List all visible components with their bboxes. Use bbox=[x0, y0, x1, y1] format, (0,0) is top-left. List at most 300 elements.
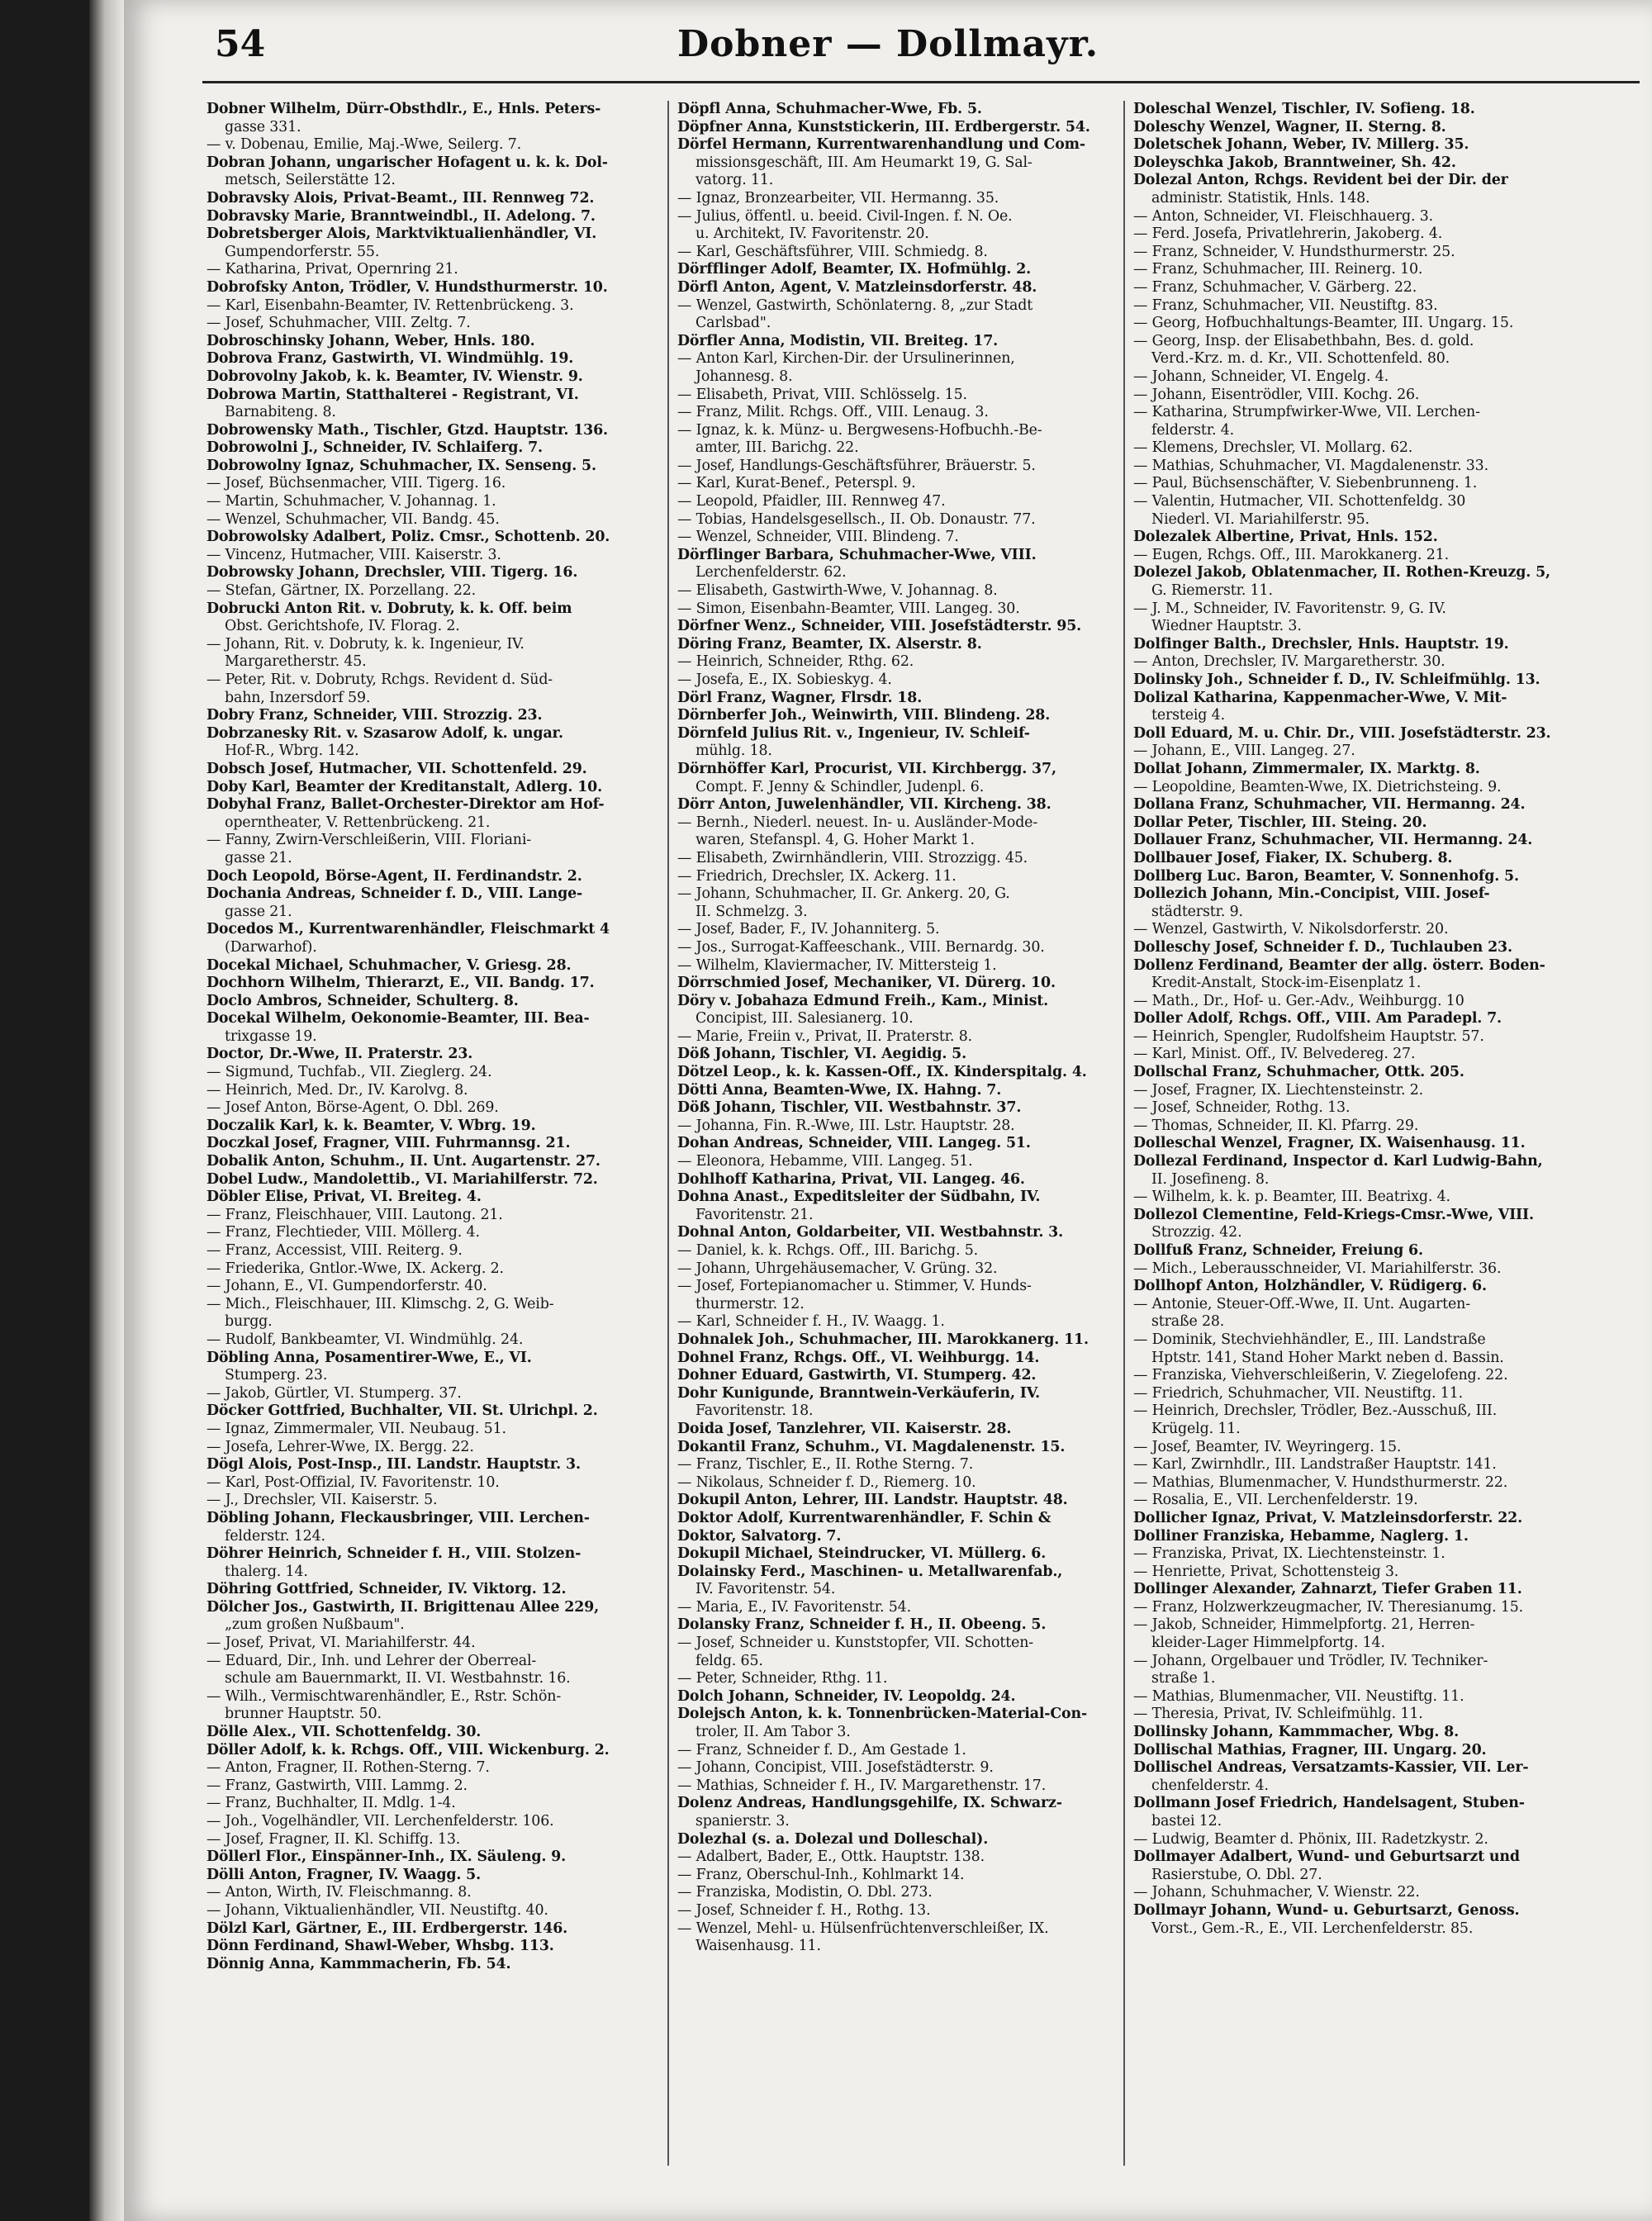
directory-entry-line: — Franz, Schneider f. D., Am Gestade 1. bbox=[677, 1741, 966, 1758]
directory-entry-line: Dohan Andreas, Schneider, VIII. Langeg. 51. bbox=[677, 1135, 1031, 1152]
directory-entry-line: — Elisabeth, Zwirnhändlerin, VIII. Strozzigg. 45. bbox=[677, 849, 1028, 866]
directory-entry-line: Hof-R., Wbrg. 142. bbox=[225, 743, 359, 760]
directory-entry-line: Doleschy Wenzel, Wagner, II. Sterng. 8. bbox=[1133, 118, 1446, 135]
directory-entry-line: Dörnhöffer Karl, Procurist, VII. Kirchbergg. 37, bbox=[677, 760, 1056, 777]
directory-entry-line: — Mathias, Blumenmacher, VII. Neustiftg. 11. bbox=[1133, 1687, 1464, 1705]
directory-entry-line: Doktor Adolf, Kurrentwarenhändler, F. Schin & bbox=[677, 1509, 1051, 1526]
directory-entry-line: Dohna Anast., Expeditsleiter der Südbahn, IV. bbox=[677, 1189, 1041, 1206]
directory-entry-line: — Anton, Drechsler, IV. Margaretherstr. 30. bbox=[1133, 653, 1446, 671]
directory-entry-line: Dobsch Josef, Hutmacher, VII. Schottenfeld. 29. bbox=[206, 760, 587, 777]
directory-entry-line: straße 1. bbox=[1151, 1670, 1216, 1687]
directory-entry-line: operntheater, V. Rettenbrückeng. 21. bbox=[225, 814, 491, 831]
directory-entry-line: Dobner Wilhelm, Dürr-Obsthdlr., E., Hnls. Peters- bbox=[206, 101, 601, 117]
directory-entry-line: Döring Franz, Beamter, IX. Alserstr. 8. bbox=[677, 635, 982, 653]
directory-column-2 bbox=[677, 101, 1123, 2199]
directory-entry-line: Döcker Gottfried, Buchhalter, VII. St. Ulrichpl. 2. bbox=[206, 1402, 598, 1420]
directory-entry-line: — Vincenz, Hutmacher, VIII. Kaiserstr. 3. bbox=[206, 546, 501, 563]
directory-entry-line: — Ludwig, Beamter d. Phönix, III. Radetzkystr. 2. bbox=[1133, 1830, 1488, 1848]
directory-entry-line: — Karl, Kurat-Benef., Peterspl. 9. bbox=[677, 475, 916, 492]
directory-entry-line: — Josef, Fortepianomacher u. Stimmer, V. Hunds- bbox=[677, 1278, 1032, 1295]
directory-entry-line: Dollmayr Johann, Wund- u. Geburtsarzt, Genoss. bbox=[1133, 1901, 1520, 1919]
directory-entry-line: — Peter, Schneider, Rthg. 11. bbox=[677, 1670, 888, 1687]
directory-entry-line: Döllerl Flor., Einspänner-Inh., IX. Säuleng. 9. bbox=[206, 1848, 567, 1866]
directory-entry-line: Dollar Peter, Tischler, III. Steing. 20. bbox=[1133, 814, 1427, 831]
directory-entry-line: Döller Adolf, k. k. Rchgs. Off., VIII. Wickenburg. 2. bbox=[206, 1741, 610, 1758]
directory-entry-line: Dolizal Katharina, Kappenmacher-Wwe, V. Mit- bbox=[1133, 689, 1507, 706]
directory-entry-line: Compt. F. Jenny & Schindler, Judenpl. 6. bbox=[695, 778, 985, 795]
directory-entry-line: Dörr Anton, Juwelenhändler, VII. Kircheng. 38. bbox=[677, 796, 1051, 814]
directory-entry-line: — Elisabeth, Gastwirth-Wwe, V. Johannag. 8. bbox=[677, 582, 998, 600]
directory-entry-line: Döhrer Heinrich, Schneider f. H., VIII. Stolzen- bbox=[206, 1545, 582, 1563]
directory-entry-line: Dobroschinsky Johann, Weber, Hnls. 180. bbox=[206, 332, 535, 349]
directory-entry-line: Dobrzanesky Rit. v. Szasarow Adolf, k. ungar. bbox=[206, 724, 563, 742]
directory-entry-line: Dobrovolny Jakob, k. k. Beamter, IV. Wienstr. 9. bbox=[206, 368, 583, 385]
directory-entry-line: — J. M., Schneider, IV. Favoritenstr. 9, G. IV. bbox=[1133, 600, 1446, 617]
directory-entry-line: — J., Drechsler, VII. Kaiserstr. 5. bbox=[206, 1492, 438, 1509]
directory-entry-line: — Heinrich, Schneider, Rthg. 62. bbox=[677, 653, 914, 671]
directory-entry-line: — Franz, Fleischhauer, VIII. Lautong. 21. bbox=[206, 1206, 503, 1223]
directory-entry-line: Doclo Ambros, Schneider, Schulterg. 8. bbox=[206, 992, 519, 1009]
directory-entry-line: Kredit-Anstalt, Stock-im-Eisenplatz 1. bbox=[1151, 975, 1422, 992]
directory-entry-line: Dörfl Anton, Agent, V. Matzleinsdorferstr. 48. bbox=[677, 278, 1037, 296]
directory-entry-line: Doleyschka Jakob, Branntweiner, Sh. 42. bbox=[1133, 154, 1456, 171]
directory-entry-line: — Theresia, Privat, IV. Schleifmühlg. 11. bbox=[1133, 1706, 1423, 1723]
column-divider bbox=[1123, 101, 1125, 2166]
directory-entry-line: — Julius, öffentl. u. beeid. Civil-Ingen. f. N. Oe. bbox=[677, 207, 1013, 225]
directory-entry-line: — Rudolf, Bankbeamter, VI. Windmühlg. 24. bbox=[206, 1331, 524, 1348]
directory-entry-line: Dobrowolny Ignaz, Schuhmacher, IX. Senseng. 5. bbox=[206, 457, 596, 474]
directory-entry-line: Dobrowensky Math., Tischler, Gtzd. Hauptstr. 136. bbox=[206, 421, 608, 439]
directory-entry-line: Döß Johann, Tischler, VI. Aegidig. 5. bbox=[677, 1046, 967, 1063]
book-spine-shadow bbox=[89, 0, 124, 2221]
directory-entry-line: — Adalbert, Bader, E., Ottk. Hauptstr. 138. bbox=[677, 1848, 985, 1866]
directory-entry-line: II. Schmelzg. 3. bbox=[695, 903, 808, 920]
directory-entry-line: II. Josefineng. 8. bbox=[1151, 1170, 1270, 1188]
directory-entry-line: Dolenz Andreas, Handlungsgehilfe, IX. Schwarz- bbox=[677, 1795, 1062, 1812]
directory-entry-line: — Johann, Viktualienhändler, VII. Neustiftg. 40. bbox=[206, 1901, 548, 1919]
directory-entry-line: Dobrowa Martin, Statthalterei - Registrant, VI. bbox=[206, 386, 579, 403]
directory-column-3 bbox=[1133, 101, 1579, 2199]
directory-entry-line: Dollat Johann, Zimmermaler, IX. Marktg. 8. bbox=[1133, 760, 1480, 777]
directory-entry-line: metsch, Seilerstätte 12. bbox=[225, 172, 396, 189]
directory-entry-line: thalerg. 14. bbox=[225, 1563, 308, 1580]
directory-entry-line: Dolezhal (s. a. Dolezal und Dolleschal). bbox=[677, 1830, 989, 1848]
directory-entry-line: — Heinrich, Spengler, Rudolfsheim Hauptstr. 57. bbox=[1133, 1027, 1484, 1045]
directory-entry-line: — Wenzel, Gastwirth, V. Nikolsdorferstr. 20. bbox=[1133, 921, 1449, 938]
directory-entry-line: Doll Eduard, M. u. Chir. Dr., VIII. Josefstädterstr. 23. bbox=[1133, 724, 1551, 742]
directory-entry-line: Dokupil Michael, Steindrucker, VI. Müllerg. 6. bbox=[677, 1545, 1047, 1563]
directory-entry-line: Dolejsch Anton, k. k. Tonnenbrücken-Material-Con- bbox=[677, 1706, 1088, 1723]
directory-entry-line: — Anton, Wirth, IV. Fleischmanng. 8. bbox=[206, 1884, 472, 1901]
directory-entry-line: vatorg. 11. bbox=[695, 172, 774, 189]
directory-entry-line: Dollfuß Franz, Schneider, Freiung 6. bbox=[1133, 1242, 1423, 1259]
directory-entry-line: Döry v. Jobahaza Edmund Freih., Kam., Minist. bbox=[677, 992, 1049, 1009]
directory-entry-line: — Anton Karl, Kirchen-Dir. der Ursulinerinnen, bbox=[677, 350, 1015, 368]
directory-entry-line: Concipist, III. Salesianerg. 10. bbox=[695, 1010, 914, 1027]
directory-entry-line: Dörflinger Barbara, Schuhmacher-Wwe, VIII. bbox=[677, 546, 1037, 563]
directory-entry-line: — Franz, Holzwerkzeugmacher, IV. Theresianumg. 15. bbox=[1133, 1598, 1524, 1616]
directory-entry-line: Obst. Gerichtshofe, IV. Florag. 2. bbox=[225, 618, 460, 635]
directory-entry-line: Favoritenstr. 21. bbox=[695, 1206, 814, 1223]
directory-entry-line: spanierstr. 3. bbox=[695, 1813, 790, 1829]
directory-entry-line: Dollmann Josef Friedrich, Handelsagent, Stuben- bbox=[1133, 1795, 1525, 1812]
directory-entry-line: — Karl, Zwirnhdlr., III. Landstraßer Hauptstr. 141. bbox=[1133, 1456, 1497, 1474]
directory-entry-line: Dörl Franz, Wagner, Flrsdr. 18. bbox=[677, 689, 923, 706]
directory-entry-line: Dörnberfer Joh., Weinwirth, VIII. Blindeng. 28. bbox=[677, 707, 1051, 724]
directory-entry-line: Dohlhoff Katharina, Privat, VII. Langeg. 46. bbox=[677, 1170, 1025, 1188]
directory-page bbox=[124, 0, 1652, 2221]
directory-entry-line: — Wilhelm, k. k. p. Beamter, III. Beatrixg. 4. bbox=[1133, 1189, 1450, 1206]
directory-entry-line: Dollschal Franz, Schuhmacher, Ottk. 205. bbox=[1133, 1064, 1464, 1081]
directory-entry-line: — Jakob, Schneider, Himmelpfortg. 21, Herren- bbox=[1133, 1616, 1475, 1634]
directory-entry-line: u. Architekt, IV. Favoritenstr. 20. bbox=[695, 225, 929, 243]
directory-entry-line: — Friederika, Gntlor.-Wwe, IX. Ackerg. 2. bbox=[206, 1260, 504, 1277]
directory-entry-line: — Franz, Buchhalter, II. Mdlg. 1-4. bbox=[206, 1795, 456, 1812]
directory-entry-line: Verd.-Krz. m. d. Kr., VII. Schottenfeld. 80. bbox=[1151, 350, 1450, 368]
directory-entry-line: — Franziska, Viehverschleißerin, V. Ziegelofeng. 22. bbox=[1133, 1367, 1508, 1384]
directory-entry-line: Vorst., Gem.-R., E., VII. Lerchenfelderstr. 85. bbox=[1151, 1920, 1474, 1937]
directory-entry-line: kleider-Lager Himmelpfortg. 14. bbox=[1151, 1635, 1385, 1652]
directory-entry-line: Dörnfeld Julius Rit. v., Ingenieur, IV. Schleif- bbox=[677, 724, 1030, 742]
directory-entry-line: — Wilh., Vermischtwarenhändler, E., Rstr. Schön- bbox=[206, 1687, 562, 1705]
column-divider bbox=[667, 101, 669, 2166]
directory-entry-line: chenfelderstr. 4. bbox=[1151, 1777, 1269, 1794]
directory-entry-line: Doctor, Dr.-Wwe, II. Praterstr. 23. bbox=[206, 1046, 473, 1063]
directory-entry-line: Dörfel Hermann, Kurrentwarenhandlung und Com- bbox=[677, 136, 1085, 154]
directory-entry-line: Niederl. VI. Mariahilferstr. 95. bbox=[1151, 510, 1370, 528]
directory-column-1 bbox=[206, 101, 653, 2199]
directory-entry-line: Döbler Elise, Privat, VI. Breiteg. 4. bbox=[206, 1189, 482, 1206]
directory-entry-line: Dobry Franz, Schneider, VIII. Strozzig. 23. bbox=[206, 707, 543, 724]
directory-entry-line: Lerchenfelderstr. 62. bbox=[695, 564, 847, 581]
directory-entry-line: — Antonie, Steuer-Off.-Wwe, II. Unt. Augarten- bbox=[1133, 1295, 1470, 1312]
directory-entry-line: — Johann, Orgelbauer und Trödler, IV. Techniker- bbox=[1133, 1652, 1488, 1669]
directory-entry-line: — Henriette, Privat, Schottensteig 3. bbox=[1133, 1563, 1399, 1580]
directory-entry-line: — Johann, Concipist, VIII. Josefstädterstr. 9. bbox=[677, 1759, 994, 1777]
directory-entry-line: — Josef, Privat, VI. Mariahilferstr. 44. bbox=[206, 1635, 476, 1652]
directory-entry-line: — Franz, Oberschul-Inh., Kohlmarkt 14. bbox=[677, 1866, 965, 1883]
directory-entry-line: — Bernh., Niederl. neuest. In- u. Ausländer-Mode- bbox=[677, 814, 1038, 831]
directory-entry-line: — Josefa, E., IX. Sobieskyg. 4. bbox=[677, 672, 892, 688]
directory-entry-line: Dörfler Anna, Modistin, VII. Breiteg. 17. bbox=[677, 332, 999, 349]
directory-entry-line: mühlg. 18. bbox=[695, 743, 772, 760]
directory-entry-line: gasse 21. bbox=[225, 849, 292, 866]
directory-entry-line: Doller Adolf, Rchgs. Off., VIII. Am Paradepl. 7. bbox=[1133, 1010, 1502, 1027]
directory-entry-line: — Daniel, k. k. Rchgs. Off., III. Barichg. 5. bbox=[677, 1242, 978, 1259]
header-rule bbox=[202, 81, 1640, 83]
page-number: 54 bbox=[215, 23, 266, 65]
directory-entry-line: Dolleschal Wenzel, Fragner, IX. Waisenhausg. 11. bbox=[1133, 1135, 1526, 1152]
directory-entry-line: Dobretsberger Alois, Marktviktualienhändler, VI. bbox=[206, 225, 597, 243]
directory-entry-line: G. Riemerstr. 11. bbox=[1151, 582, 1273, 600]
directory-entry-line: — Elisabeth, Privat, VIII. Schlösselg. 15. bbox=[677, 386, 967, 403]
directory-entry-line: bahn, Inzersdorf 59. bbox=[225, 689, 371, 706]
directory-entry-line: Döhring Gottfried, Schneider, IV. Viktorg. 12. bbox=[206, 1581, 567, 1598]
directory-entry-line: Dörrschmied Josef, Mechaniker, VI. Dürerg. 10. bbox=[677, 975, 1056, 992]
directory-entry-line: Dötti Anna, Beamten-Wwe, IX. Hahng. 7. bbox=[677, 1081, 1002, 1099]
directory-entry-line: — Johann, Rit. v. Dobruty, k. k. Ingenieur, IV. bbox=[206, 635, 525, 653]
directory-entry-line: Dobrowolsky Adalbert, Poliz. Cmsr., Schottenb. 20. bbox=[206, 529, 610, 546]
directory-entry-line: Dönnig Anna, Kammmacherin, Fb. 54. bbox=[206, 1955, 511, 1972]
directory-entry-line: — Katharina, Privat, Opernring 21. bbox=[206, 261, 458, 278]
directory-entry-line: — Friedrich, Schuhmacher, VII. Neustiftg. 11. bbox=[1133, 1384, 1464, 1402]
directory-entry-line: Dölcher Jos., Gastwirth, II. Brigittenau Allee 229, bbox=[206, 1598, 599, 1616]
directory-entry-line: Johannesg. 8. bbox=[695, 368, 793, 385]
directory-entry-line: — Mich., Leberausschneider, VI. Mariahilferstr. 36. bbox=[1133, 1260, 1502, 1277]
directory-entry-line: feldg. 65. bbox=[695, 1652, 763, 1669]
directory-entry-line: Rasierstube, O. Dbl. 27. bbox=[1151, 1866, 1322, 1883]
directory-entry-line: Dolansky Franz, Schneider f. H., II. Obeeng. 5. bbox=[677, 1616, 1047, 1634]
directory-entry-line: Dögl Alois, Post-Insp., III. Landstr. Hauptstr. 3. bbox=[206, 1456, 581, 1474]
directory-entry-line: Dochhorn Wilhelm, Thierarzt, E., VII. Bandg. 17. bbox=[206, 975, 595, 992]
directory-entry-line: — Karl, Minist. Off., IV. Belvedereg. 27. bbox=[1133, 1046, 1416, 1063]
directory-entry-line: Dolfinger Balth., Drechsler, Hnls. Hauptstr. 19. bbox=[1133, 635, 1509, 653]
directory-entry-line: — Ignaz, Bronzearbeiter, VII. Hermanng. 35. bbox=[677, 189, 999, 206]
directory-entry-line: Döß Johann, Tischler, VII. Westbahnstr. 37. bbox=[677, 1099, 1022, 1117]
directory-entry-line: Docekal Wilhelm, Oekonomie-Beamter, III. Bea- bbox=[206, 1010, 590, 1027]
directory-entry-line: waren, Stefanspl. 4, G. Hoher Markt 1. bbox=[695, 832, 975, 849]
directory-entry-line: — Karl, Eisenbahn-Beamter, IV. Rettenbrückeng. 3. bbox=[206, 297, 574, 314]
directory-entry-line: — Ignaz, Zimmermaler, VII. Neubaug. 51. bbox=[206, 1420, 506, 1437]
directory-entry-line: Dötzel Leop., k. k. Kassen-Off., IX. Kinderspitalg. 4. bbox=[677, 1064, 1087, 1081]
directory-entry-line: Dobravsky Marie, Branntweindbl., II. Adelong. 7. bbox=[206, 207, 596, 225]
directory-entry-line: administr. Statistik, Hnls. 148. bbox=[1151, 189, 1370, 206]
directory-entry-line: Dolleschy Josef, Schneider f. D., Tuchlauben 23. bbox=[1133, 938, 1512, 956]
directory-entry-line: — Jos., Surrogat-Kaffeeschank., VIII. Bernardg. 30. bbox=[677, 938, 1045, 956]
directory-entry-line: Doby Karl, Beamter der Kreditanstalt, Adlerg. 10. bbox=[206, 778, 603, 795]
directory-entry-line: — Heinrich, Drechsler, Trödler, Bez.-Ausschuß, III. bbox=[1133, 1402, 1498, 1420]
directory-entry-line: straße 28. bbox=[1151, 1313, 1225, 1331]
directory-entry-line: — Josef, Fragner, II. Kl. Schiffg. 13. bbox=[206, 1830, 461, 1848]
directory-entry-line: — Franz, Tischler, E., II. Rothe Sterng. 7. bbox=[677, 1456, 974, 1474]
directory-entry-line: Dohner Eduard, Gastwirth, VI. Stumperg. 42. bbox=[677, 1367, 1037, 1384]
directory-entry-line: Dollicher Ignaz, Privat, V. Matzleinsdorferstr. 22. bbox=[1133, 1509, 1522, 1526]
directory-entry-line: — Franz, Schuhmacher, III. Reinerg. 10. bbox=[1133, 261, 1423, 278]
directory-entry-line: Dollbauer Josef, Fiaker, IX. Schuberg. 8. bbox=[1133, 849, 1453, 866]
directory-entry-line: Docekal Michael, Schuhmacher, V. Griesg. 28. bbox=[206, 956, 572, 974]
directory-entry-line: Dölle Alex., VII. Schottenfeldg. 30. bbox=[206, 1724, 482, 1741]
directory-entry-line: Dohr Kunigunde, Branntwein-Verkäuferin, IV. bbox=[677, 1384, 1040, 1402]
directory-entry-line: — Ferd. Josefa, Privatlehrerin, Jakoberg. 4. bbox=[1133, 225, 1443, 243]
directory-entry-line: — Joh., Vogelhändler, VII. Lerchenfelderstr. 106. bbox=[206, 1813, 554, 1829]
directory-entry-line: — Stefan, Gärtner, IX. Porzellang. 22. bbox=[206, 582, 477, 600]
directory-entry-line: — Mathias, Schuhmacher, VI. Magdalenenstr. 33. bbox=[1133, 457, 1488, 474]
directory-entry-line: — Nikolaus, Schneider f. D., Riemerg. 10. bbox=[677, 1474, 976, 1491]
directory-entry-line: Hptstr. 141, Stand Hoher Markt neben d. Bassin. bbox=[1151, 1349, 1504, 1366]
directory-entry-line: Dochania Andreas, Schneider f. D., VIII. Lange- bbox=[206, 885, 583, 903]
directory-entry-line: — Mathias, Blumenmacher, V. Hundsthurmerstr. 22. bbox=[1133, 1474, 1508, 1491]
directory-entry-line: — Josef, Schneider u. Kunststopfer, VII. Schotten- bbox=[677, 1635, 1034, 1652]
directory-entry-line: Docedos M., Kurrentwarenhändler, Fleischmarkt 4 bbox=[206, 921, 610, 938]
directory-entry-line: schule am Bauernmarkt, II. VI. Westbahnstr. 16. bbox=[225, 1670, 571, 1687]
directory-entry-line: — Georg, Insp. der Elisabethbahn, Bes. d. gold. bbox=[1133, 332, 1474, 349]
directory-entry-line: — Anton, Schneider, VI. Fleischhauerg. 3. bbox=[1133, 207, 1434, 225]
directory-entry-line: — Josef, Beamter, IV. Weyringerg. 15. bbox=[1133, 1438, 1402, 1455]
directory-entry-line: Dobyhal Franz, Ballet-Orchester-Direktor am Hof- bbox=[206, 796, 605, 814]
directory-entry-line: Dölli Anton, Fragner, IV. Waagg. 5. bbox=[206, 1866, 482, 1883]
directory-entry-line: — Franziska, Privat, IX. Liechtensteinstr. 1. bbox=[1133, 1545, 1446, 1563]
directory-entry-line: Dokupil Anton, Lehrer, III. Landstr. Hauptstr. 48. bbox=[677, 1492, 1068, 1509]
directory-entry-line: Dölzl Karl, Gärtner, E., III. Erdbergerstr. 146. bbox=[206, 1920, 568, 1937]
directory-entry-line: Dörfner Wenz., Schneider, VIII. Josefstädterstr. 95. bbox=[677, 618, 1082, 635]
directory-entry-line: — Klemens, Drechsler, VI. Mollarg. 62. bbox=[1133, 439, 1413, 457]
directory-entry-line: — Maria, E., IV. Favoritenstr. 54. bbox=[677, 1598, 911, 1616]
directory-entry-line: Döbling Anna, Posamentirer-Wwe, E., VI. bbox=[206, 1349, 532, 1366]
directory-entry-line: Dollberg Luc. Baron, Beamter, V. Sonnenhofg. 5. bbox=[1133, 867, 1519, 885]
directory-entry-line: Dohnalek Joh., Schuhmacher, III. Marokkanerg. 11. bbox=[677, 1331, 1089, 1348]
directory-entry-line: — Johann, Uhrgehäusemacher, V. Grüng. 32. bbox=[677, 1260, 998, 1277]
directory-entry-line: — Josef, Büchsenmacher, VIII. Tigerg. 16. bbox=[206, 475, 506, 492]
directory-entry-line: Dobravsky Alois, Privat-Beamt., III. Rennweg 72. bbox=[206, 189, 595, 206]
directory-entry-line: — Ignaz, k. k. Münz- u. Bergwesens-Hofbuchh.-Be- bbox=[677, 421, 1042, 439]
directory-entry-line: Dobalik Anton, Schuhm., II. Unt. Augartenstr. 27. bbox=[206, 1153, 601, 1170]
directory-entry-line: felderstr. 124. bbox=[225, 1527, 325, 1545]
directory-entry-line: — Josef, Fragner, IX. Liechtensteinstr. 2. bbox=[1133, 1081, 1424, 1099]
directory-entry-line: — Johann, Schuhmacher, V. Wienstr. 22. bbox=[1133, 1884, 1420, 1901]
directory-entry-line: — Leopoldine, Beamten-Wwe, IX. Dietrichsteing. 9. bbox=[1133, 778, 1502, 795]
directory-entry-line: — Franz, Gastwirth, VIII. Lammg. 2. bbox=[206, 1777, 468, 1794]
directory-entry-line: — Franz, Schneider, V. Hundsthurmerstr. 25. bbox=[1133, 243, 1455, 260]
directory-entry-line: Doleschal Wenzel, Tischler, IV. Sofieng. 18. bbox=[1133, 101, 1475, 117]
directory-entry-line: Margaretherstr. 45. bbox=[225, 653, 367, 671]
directory-entry-line: — Mathias, Schneider f. H., IV. Margarethenstr. 17. bbox=[677, 1777, 1047, 1794]
directory-entry-line: (Darwarhof). bbox=[225, 938, 317, 956]
directory-entry-line: Dollezol Clementine, Feld-Kriegs-Cmsr.-Wwe, VIII. bbox=[1133, 1206, 1534, 1223]
directory-entry-line: — Franz, Flechtieder, VIII. Möllerg. 4. bbox=[206, 1224, 480, 1241]
directory-entry-line: — Josef, Schneider f. H., Rothg. 13. bbox=[677, 1901, 931, 1919]
directory-entry-line: — Eleonora, Hebamme, VIII. Langeg. 51. bbox=[677, 1153, 973, 1170]
directory-entry-line: — Karl, Geschäftsführer, VIII. Schmiedg. 8. bbox=[677, 243, 988, 260]
directory-entry-line: Dollmayer Adalbert, Wund- und Geburtsarzt und bbox=[1133, 1848, 1520, 1866]
directory-entry-line: — Karl, Schneider f. H., IV. Waagg. 1. bbox=[677, 1313, 945, 1331]
directory-entry-line: — v. Dobenau, Emilie, Maj.-Wwe, Seilerg. 7. bbox=[206, 136, 522, 154]
directory-entry-line: — Mich., Fleischhauer, III. Klimschg. 2, G. Weib- bbox=[206, 1295, 554, 1312]
directory-entry-line: brunner Hauptstr. 50. bbox=[225, 1706, 382, 1723]
directory-entry-line: Dohnal Anton, Goldarbeiter, VII. Westbahnstr. 3. bbox=[677, 1224, 1064, 1241]
directory-entry-line: — Friedrich, Drechsler, IX. Ackerg. 11. bbox=[677, 867, 957, 885]
directory-entry-line: Waisenhausg. 11. bbox=[695, 1938, 821, 1955]
directory-entry-line: Doczkal Josef, Fragner, VIII. Fuhrmannsg. 21. bbox=[206, 1135, 571, 1152]
directory-entry-line: trixgasse 19. bbox=[225, 1027, 317, 1045]
directory-entry-line: Dohnel Franz, Rchgs. Off., VI. Weihburgg. 14. bbox=[677, 1349, 1040, 1366]
directory-entry-line: — Karl, Post-Offizial, IV. Favoritenstr. 10. bbox=[206, 1474, 500, 1491]
directory-entry-line: Dollana Franz, Schuhmacher, VII. Hermanng. 24. bbox=[1133, 796, 1526, 814]
directory-entry-line: Döpfl Anna, Schuhmacher-Wwe, Fb. 5. bbox=[677, 101, 982, 117]
directory-entry-line: — Franz, Schuhmacher, VII. Neustiftg. 83. bbox=[1133, 297, 1438, 314]
directory-entry-line: Dollauer Franz, Schuhmacher, VII. Hermanng. 24. bbox=[1133, 832, 1533, 849]
directory-entry-line: Dokantil Franz, Schuhm., VI. Magdalenenstr. 15. bbox=[677, 1438, 1066, 1455]
directory-entry-line: — Franz, Milit. Rchgs. Off., VIII. Lenaug. 3. bbox=[677, 404, 989, 421]
directory-entry-line: felderstr. 4. bbox=[1151, 421, 1235, 439]
directory-entry-line: — Anton, Fragner, II. Rothen-Sterng. 7. bbox=[206, 1759, 490, 1777]
directory-entry-line: — Johanna, Fin. R.-Wwe, III. Lstr. Hauptstr. 28. bbox=[677, 1117, 1015, 1134]
directory-entry-line: Dollischal Mathias, Fragner, III. Ungarg. 20. bbox=[1133, 1741, 1487, 1758]
directory-entry-line: Dolch Johann, Schneider, IV. Leopoldg. 24. bbox=[677, 1687, 1016, 1705]
directory-entry-line: „zum großen Nußbaum". bbox=[225, 1616, 405, 1634]
directory-entry-line: Stumperg. 23. bbox=[225, 1367, 328, 1384]
directory-entry-line: — Paul, Büchsenschäfter, V. Siebenbrunneng. 1. bbox=[1133, 475, 1478, 492]
directory-entry-line: Doktor, Salvatorg. 7. bbox=[677, 1527, 842, 1545]
directory-entry-line: — Math., Dr., Hof- u. Ger.-Adv., Weihburgg. 10 bbox=[1133, 992, 1464, 1009]
directory-entry-line: — Johann, Schneider, VI. Engelg. 4. bbox=[1133, 368, 1389, 385]
directory-entry-line: Dobrowolni J., Schneider, IV. Schlaiferg. 7. bbox=[206, 439, 543, 457]
directory-entry-line: Dollezich Johann, Min.-Concipist, VIII. Josef- bbox=[1133, 885, 1490, 903]
directory-entry-line: — Simon, Eisenbahn-Beamter, VIII. Langeg. 30. bbox=[677, 600, 1020, 617]
directory-entry-line: Dolinsky Joh., Schneider f. D., IV. Schleifmühlg. 13. bbox=[1133, 672, 1540, 688]
directory-entry-line: Wiedner Hauptstr. 3. bbox=[1151, 618, 1302, 635]
directory-entry-line: — Eduard, Dir., Inh. und Lehrer der Oberreal- bbox=[206, 1652, 537, 1669]
running-head: Dobner — Dollmayr. bbox=[676, 23, 1099, 65]
directory-entry-line: Krügelg. 11. bbox=[1151, 1420, 1241, 1437]
directory-entry-line: troler, II. Am Tabor 3. bbox=[695, 1724, 851, 1741]
directory-entry-line: amter, III. Barichg. 22. bbox=[695, 439, 859, 457]
directory-entry-line: Doch Leopold, Börse-Agent, II. Ferdinandstr. 2. bbox=[206, 867, 582, 885]
directory-entry-line: Dobel Ludw., Mandolettib., VI. Mariahilferstr. 72. bbox=[206, 1170, 598, 1188]
directory-entry-line: Dollenz Ferdinand, Beamter der allg. österr. Boden- bbox=[1133, 956, 1545, 974]
directory-entry-line: — Georg, Hofbuchhaltungs-Beamter, III. Ungarg. 15. bbox=[1133, 315, 1514, 332]
directory-entry-line: — Josefa, Lehrer-Wwe, IX. Bergg. 22. bbox=[206, 1438, 474, 1455]
directory-entry-line: Doletschek Johann, Weber, IV. Millerg. 35. bbox=[1133, 136, 1469, 154]
directory-entry-line: Strozzig. 42. bbox=[1151, 1224, 1242, 1241]
directory-entry-line: — Leopold, Pfaidler, III. Rennweg 47. bbox=[677, 493, 946, 510]
directory-entry-line: — Tobias, Handelsgesellsch., II. Ob. Donaustr. 77. bbox=[677, 510, 1036, 528]
directory-entry-line: — Rosalia, E., VII. Lerchenfelderstr. 19. bbox=[1133, 1492, 1418, 1509]
directory-entry-line: Favoritenstr. 18. bbox=[695, 1402, 814, 1420]
directory-entry-line: — Thomas, Schneider, II. Kl. Pfarrg. 29. bbox=[1133, 1117, 1419, 1134]
directory-entry-line: — Sigmund, Tuchfab., VII. Zieglerg. 24. bbox=[206, 1064, 492, 1081]
directory-entry-line: gasse 21. bbox=[225, 903, 292, 920]
directory-entry-line: Carlsbad". bbox=[695, 315, 771, 332]
directory-entry-line: — Martin, Schuhmacher, V. Johannag. 1. bbox=[206, 493, 496, 510]
directory-entry-line: IV. Favoritenstr. 54. bbox=[695, 1581, 836, 1598]
directory-entry-line: Dobran Johann, ungarischer Hofagent u. k. k. Dol- bbox=[206, 154, 608, 171]
directory-entry-line: — Katharina, Strumpfwirker-Wwe, VII. Lerchen- bbox=[1133, 404, 1480, 421]
directory-entry-line: Dolezalek Albertine, Privat, Hnls. 152. bbox=[1133, 529, 1438, 546]
directory-entry-line: thurmerstr. 12. bbox=[695, 1295, 805, 1312]
directory-entry-line: — Josef Anton, Börse-Agent, O. Dbl. 269. bbox=[206, 1099, 499, 1117]
directory-entry-line: Dobrofsky Anton, Trödler, V. Hundsthurmerstr. 10. bbox=[206, 278, 608, 296]
directory-entry-line: missionsgeschäft, III. Am Heumarkt 19, G. Sal- bbox=[695, 154, 1032, 171]
directory-entry-line: — Josef, Handlungs-Geschäftsführer, Bräuerstr. 5. bbox=[677, 457, 1036, 474]
directory-entry-line: Doida Josef, Tanzlehrer, VII. Kaiserstr. 28. bbox=[677, 1420, 1012, 1437]
directory-entry-line: — Heinrich, Med. Dr., IV. Karolvg. 8. bbox=[206, 1081, 468, 1099]
directory-entry-line: burgg. bbox=[225, 1313, 273, 1331]
directory-entry-line: Doczalik Karl, k. k. Beamter, V. Wbrg. 19. bbox=[206, 1117, 536, 1134]
directory-entry-line: — Josef, Schneider, Rothg. 13. bbox=[1133, 1099, 1351, 1117]
directory-entry-line: — Dominik, Stechviehhändler, E., III. Landstraße bbox=[1133, 1331, 1486, 1348]
directory-entry-line: Dollezal Ferdinand, Inspector d. Karl Ludwig-Bahn, bbox=[1133, 1153, 1543, 1170]
directory-entry-line: — Peter, Rit. v. Dobruty, Rchgs. Revident d. Süd- bbox=[206, 672, 553, 688]
directory-entry-line: — Eugen, Rchgs. Off., III. Marokkanerg. 21. bbox=[1133, 546, 1450, 563]
directory-entry-line: Dolainsky Ferd., Maschinen- u. Metallwarenfab., bbox=[677, 1563, 1063, 1580]
directory-entry-line: — Johann, Eisentrödler, VIII. Kochg. 26. bbox=[1133, 386, 1420, 403]
directory-entry-line: Dörfflinger Adolf, Beamter, IX. Hofmühlg. 2. bbox=[677, 261, 1032, 278]
directory-entry-line: — Josef, Schuhmacher, VIII. Zeltg. 7. bbox=[206, 315, 471, 332]
directory-entry-line: — Johann, E., VI. Gumpendorferstr. 40. bbox=[206, 1278, 487, 1295]
directory-entry-line: — Wilhelm, Klaviermacher, IV. Mittersteig 1. bbox=[677, 956, 997, 974]
directory-entry-line: — Valentin, Hutmacher, VII. Schottenfeldg. 30 bbox=[1133, 493, 1466, 510]
directory-entry-line: — Fanny, Zwirn-Verschleißerin, VIII. Floriani- bbox=[206, 832, 531, 849]
directory-entry-line: — Franz, Accessist, VIII. Reiterg. 9. bbox=[206, 1242, 463, 1259]
directory-entry-line: — Wenzel, Mehl- u. Hülsenfrüchtenverschleißer, IX. bbox=[677, 1920, 1049, 1937]
directory-entry-line: Dobrova Franz, Gastwirth, VI. Windmühlg. 19. bbox=[206, 350, 574, 368]
directory-entry-line: — Josef, Bader, F., IV. Johanniterg. 5. bbox=[677, 921, 940, 938]
directory-entry-line: tersteig 4. bbox=[1151, 707, 1225, 724]
directory-entry-line: Döpfner Anna, Kunststickerin, III. Erdbergerstr. 54. bbox=[677, 118, 1090, 135]
directory-entry-line: gasse 331. bbox=[225, 118, 301, 135]
directory-entry-line: Dolezal Anton, Rchgs. Revident bei der Dir. der bbox=[1133, 172, 1508, 189]
directory-entry-line: — Marie, Freiin v., Privat, II. Praterstr. 8. bbox=[677, 1027, 972, 1045]
